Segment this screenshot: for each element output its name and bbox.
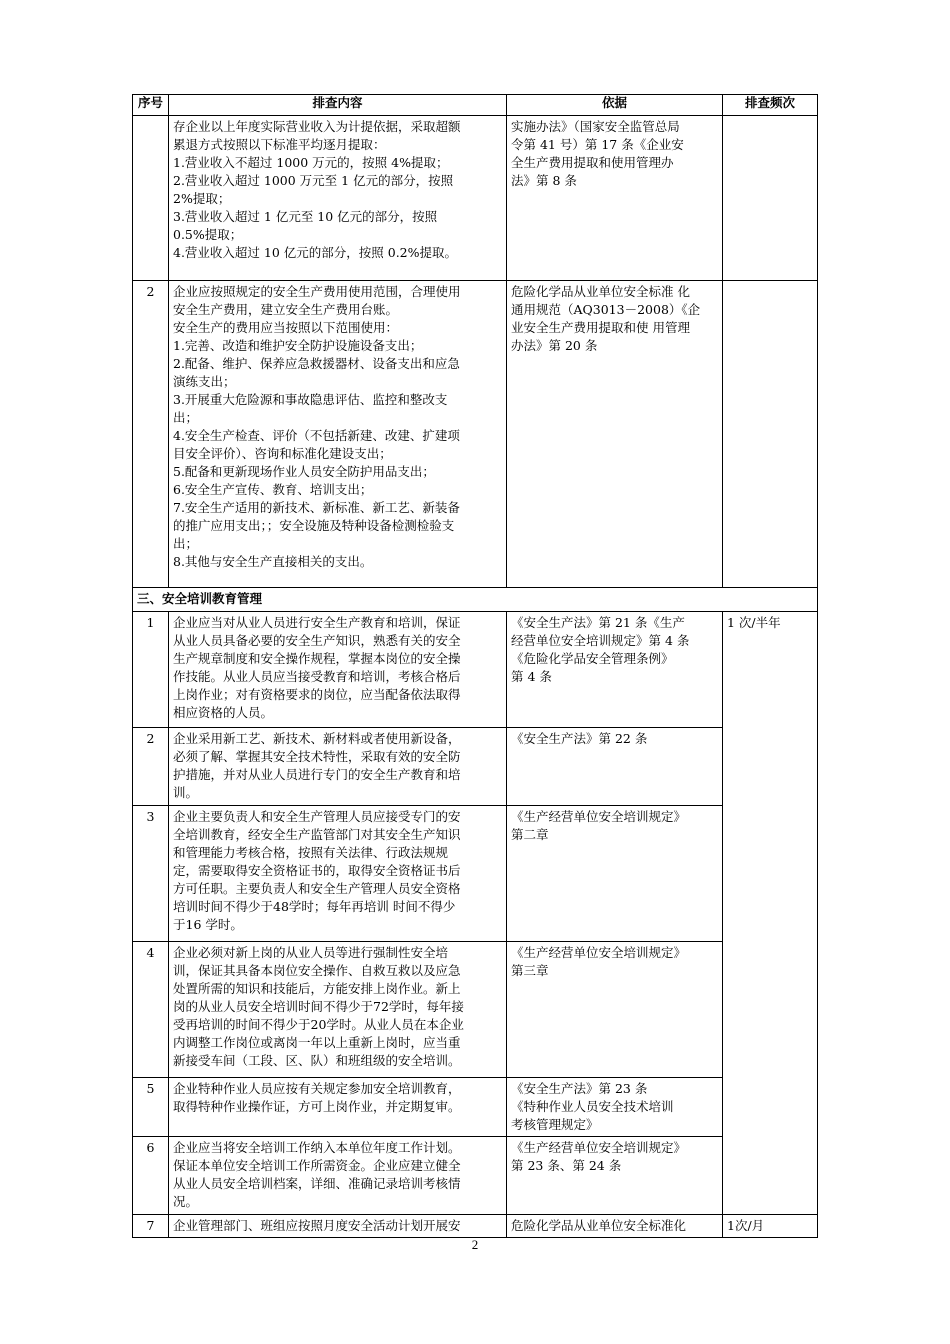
text-line: 《生产经营单位安全培训规定》 [511,1140,687,1155]
text-line: 定，需要取得安全资格证书的，取得安全资格证书后 [173,863,461,878]
text-line: 3.开展重大危险源和事故隐患评估、监控和整改支 [173,392,448,407]
row-number: 5 [133,1078,169,1137]
text-line: 考核管理规定》 [511,1117,599,1132]
text-line: 上岗作业；对有资格要求的岗位，应当配备依法取得 [173,687,461,702]
text-line: 方可任职。主要负责人和安全生产管理人员安全资格 [173,881,461,896]
text-line: 法》第 8 条 [511,173,577,188]
text-line: 第二章 [511,827,549,842]
text-line: 出； [173,536,199,551]
text-line: 训。 [173,785,199,800]
text-line: 出； [173,410,199,425]
text-line: 企业应当对从业人员进行安全生产教育和培训，保证 [173,615,461,630]
text-line: 1.完善、改造和维护安全防护设施设备支出； [173,338,423,353]
text-line: 2.营业收入超过 1000 万元至 1 亿元的部分，按照 [173,173,454,188]
text-line: 岗的从业人员安全培训时间不得少于72学时，每年接 [173,999,464,1014]
header-content: 排查内容 [169,95,507,116]
text-line: 保证本单位安全培训工作所需资金。企业应建立健全 [173,1158,461,1173]
table-row [133,612,818,728]
text-line: 从业人员安全培训档案，详细、准确记录培训考核情 [173,1176,461,1191]
text-line: 和管理能力考核合格，按照有关法律、行政法规规 [173,845,449,860]
table-row [133,728,818,806]
text-line: 企业必须对新上岗的从业人员等进行强制性安全培 [173,945,449,960]
text-line: 第 23 条、第 24 条 [511,1158,622,1173]
text-line: 累退方式按照以下标准平均逐月提取： [173,137,386,152]
text-line: 《安全生产法》第 21 条《生产 [511,615,685,630]
text-line: 内调整工作岗位或离岗一年以上重新上岗时，应当重 [173,1035,461,1050]
text-line: 4.安全生产检查、评价（不包括新建、改建、扩建项 [173,428,460,443]
table-row [133,1078,818,1137]
text-line: 实施办法》（国家安全监管总局 [511,119,680,134]
row-number: 6 [133,1137,169,1215]
row-content [169,1215,507,1238]
text-line: 企业管理部门、班组应按照月度安全活动计划开展安 [173,1218,461,1233]
text-line: 6.安全生产宣传、教育、培训支出； [173,482,373,497]
text-line: 《危险化学品安全管理条例》 [511,651,674,666]
row-basis [507,806,723,942]
table-row [133,116,818,281]
table-row [133,281,818,588]
text-line: 《特种作业人员安全技术培训 [511,1099,674,1114]
header-frequency: 排查频次 [723,95,818,116]
text-line: 的推广应用支出；；安全设施及特种设备检测检验支 [173,518,455,533]
text-line: 7.安全生产适用的新技术、新标准、新工艺、新装备 [173,500,460,515]
text-line: 《安全生产法》第 22 条 [511,731,648,746]
text-line: 《安全生产法》第 23 条 [511,1081,648,1096]
text-line: 训，保证其具备本岗位安全操作、自救互救以及应急 [173,963,461,978]
text-line: 安全生产费用，建立安全生产费用台账。 [173,302,399,317]
text-line: 企业应按照规定的安全生产费用使用范围，合理使用 [173,284,461,299]
text-line: 1.营业收入不超过 1000 万元的，按照 4%提取； [173,155,449,170]
row-content [169,942,507,1078]
row-frequency [723,281,818,588]
row-basis [507,116,723,281]
text-line: 企业采用新工艺、新技术、新材料或者使用新设备， [173,731,461,746]
text-line: 5.配备和更新现场作业人员安全防护用品支出； [173,464,435,479]
section-header-row [133,588,818,612]
row-number: 7 [133,1215,169,1238]
text-line: 通用规范（AQ3013－2008）《企 [511,302,701,317]
table-row [133,806,818,942]
row-basis [507,1078,723,1137]
header-basis: 依据 [507,95,723,116]
text-line: 况。 [173,1194,199,1209]
text-line: 危险化学品从业单位安全标准化 [511,1218,687,1233]
row-number: 2 [133,281,169,588]
row-content [169,281,507,588]
row-content [169,806,507,942]
text-line: 0.5%提取； [173,227,243,242]
row-content [169,116,507,281]
text-line: 安全生产的费用应当按照以下范围使用： [173,320,399,335]
row-basis [507,1215,723,1238]
text-line: 从业人员具备必要的安全生产知识，熟悉有关的安全 [173,633,461,648]
text-line: 令第 41 号）第 17 条《企业安 [511,137,684,152]
text-line: 3.营业收入超过 1 亿元至 10 亿元的部分，按照 [173,209,438,224]
text-line: 企业应当将安全培训工作纳入本单位年度工作计划。 [173,1140,461,1155]
row-basis [507,1137,723,1215]
row-frequency: 1次/月 [723,1215,818,1238]
table-row [133,1137,818,1215]
row-content [169,1078,507,1137]
text-line: 必须了解、掌握其安全技术特性，采取有效的安全防 [173,749,461,764]
text-line: 全生产费用提取和使用管理办 [511,155,674,170]
row-basis [507,281,723,588]
row-content [169,728,507,806]
row-basis [507,728,723,806]
text-line: 新接受车间（工段、区、队）和班组级的安全培训。 [173,1053,461,1068]
row-frequency: 1 次/半年 [723,612,818,1215]
row-number: 2 [133,728,169,806]
text-line: 取得特种作业操作证，方可上岗作业，并定期复审。 [173,1099,461,1114]
row-number: 1 [133,612,169,728]
text-line: 处置所需的知识和技能后，方能安排上岗作业。新上 [173,981,461,996]
text-line: 经营单位安全培训规定》第 4 条 [511,633,690,648]
row-number: 3 [133,806,169,942]
text-line: 第三章 [511,963,549,978]
header-no: 序号 [133,95,169,116]
text-line: 《生产经营单位安全培训规定》 [511,809,687,824]
text-line: 培训时间不得少于48学时；每年再培训 时间不得少 [173,899,456,914]
text-line: 存企业以上年度实际营业收入为计提依据，采取超额 [173,119,461,134]
text-line: 4.营业收入超过 10 亿元的部分，按照 0.2%提取。 [173,245,458,260]
text-line: 业安全生产费用提取和使 用管理 [511,320,690,335]
text-line: 企业特种作业人员应按有关规定参加安全培训教育， [173,1081,461,1096]
text-line: 全培训教育，经安全生产监管部门对其安全生产知识 [173,827,461,842]
text-line: 8.其他与安全生产直接相关的支出。 [173,554,373,569]
row-basis [507,612,723,728]
row-basis [507,942,723,1078]
text-line: 2%提取； [173,191,231,206]
text-line: 危险化学品从业单位安全标准 化 [511,284,690,299]
text-line: 生产规章制度和安全操作规程，掌握本岗位的安全操 [173,651,461,666]
text-line: 第 4 条 [511,669,552,684]
page-number: 2 [471,1237,479,1252]
text-line: 护措施，并对从业人员进行专门的安全生产教育和培 [173,767,461,782]
row-content [169,612,507,728]
text-line: 《生产经营单位安全培训规定》 [511,945,687,960]
text-line: 2.配备、维护、保养应急救援器材、设备支出和应急 [173,356,460,371]
table-header-row [133,95,818,116]
text-line: 企业主要负责人和安全生产管理人员应接受专门的安 [173,809,461,824]
row-number: 4 [133,942,169,1078]
text-line: 演练支出； [173,374,236,389]
row-content [169,1137,507,1215]
table-row [133,1215,818,1238]
row-number [133,116,169,281]
inspection-table [132,94,818,1238]
text-line: 相应资格的人员。 [173,705,274,720]
table-row [133,942,818,1078]
text-line: 作技能。从业人员应当接受教育和培训，考核合格后 [173,669,461,684]
text-line: 受再培训的时间不得少于20学时。从业人员在本企业 [173,1017,464,1032]
row-frequency [723,116,818,281]
text-line: 办法》第 20 条 [511,338,598,353]
section-title: 三、安全培训教育管理 [133,588,818,612]
text-line: 目安全评价）、咨询和标准化建设支出； [173,446,392,461]
text-line: 于16 学时。 [173,917,243,932]
